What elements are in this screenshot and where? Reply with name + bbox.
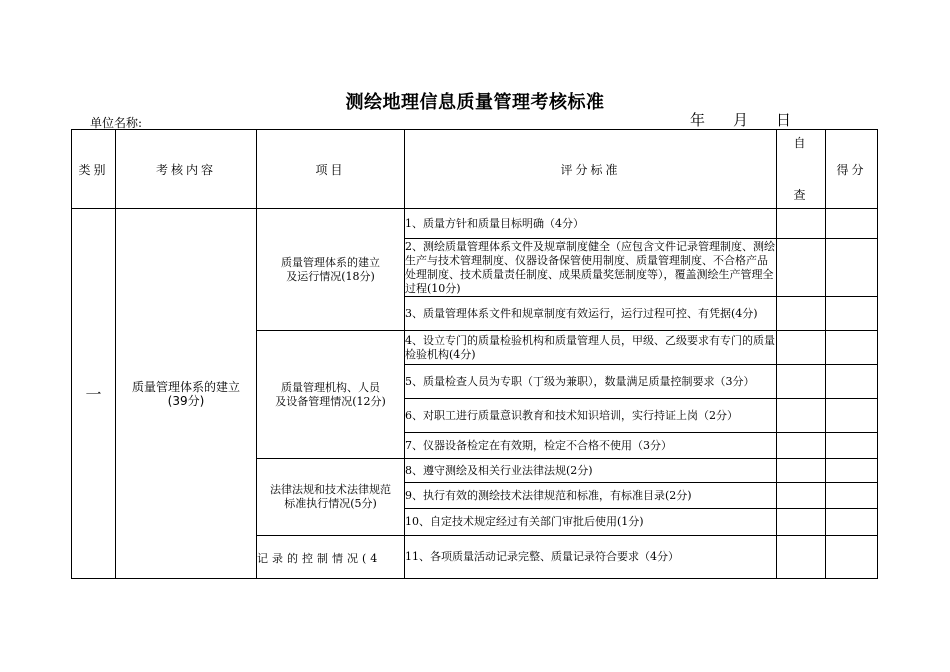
self-check-cell[interactable]: [777, 483, 826, 509]
content-cell: [116, 209, 257, 579]
self-check-cell[interactable]: [777, 209, 826, 239]
table-row: [72, 209, 878, 239]
criteria-cell: 6、对职工进行质量意识教育和技术知识培训，实行持证上岗（2分）: [405, 399, 777, 433]
criteria-cell: 4、设立专门的质量检验机构和质量管理人员，甲级、乙级要求有专门的质量检验机构(4分): [405, 331, 777, 365]
date-field: [690, 109, 793, 130]
item-line-1: 质量管理体系的建立: [281, 255, 380, 269]
score-cell[interactable]: [826, 297, 878, 331]
self-check-cell[interactable]: [777, 536, 826, 579]
self-check-cell[interactable]: [777, 509, 826, 536]
criteria-cell: 5、质量检查人员为专职（丁级为兼职），数量满足质量控制要求（3分）: [405, 365, 777, 399]
header-category: 类别: [72, 130, 116, 209]
criteria-cell: 2、测绘质量管理体系文件及规章制度健全（应包含文件记录管理制度、测绘生产与技术管理制度、仪器设备保管使用制度、质量管理制度、不合格产品处理制度、技术质量责任制度、成果质量奖惩制度等），覆盖测绘生产管理全过程(10分): [405, 239, 775, 295]
self-check-cell[interactable]: [777, 365, 826, 399]
item-line-2: 及设备管理情况(12分): [275, 394, 386, 408]
self-check-cell[interactable]: [777, 459, 826, 483]
header-self-check-top: 自: [793, 136, 809, 150]
item-line-1: 法律法规和技术法律规范: [270, 483, 391, 496]
self-check-cell[interactable]: [777, 239, 826, 297]
self-check-cell[interactable]: [777, 331, 826, 365]
score-cell[interactable]: [826, 399, 878, 433]
item-cell: [257, 459, 405, 536]
header-self-check-bottom: 查: [793, 188, 809, 202]
score-cell[interactable]: [826, 459, 878, 483]
item-line-2: 标准执行情况(5分): [284, 497, 377, 510]
criteria-cell: 10、自定技术规定经过有关部门审批后使用(1分): [405, 509, 777, 536]
page-title: 测绘地理信息质量管理考核标准: [345, 92, 605, 113]
item-cell: [257, 209, 405, 331]
item-cell: [257, 331, 405, 459]
header-score: 得分: [826, 130, 878, 209]
content-line-2: (39分): [167, 393, 205, 408]
table-header-row: [72, 130, 878, 209]
score-cell[interactable]: [826, 209, 878, 239]
date-day-label: 日: [776, 111, 794, 129]
item-line-1: 质量管理机构、人员: [281, 380, 380, 394]
criteria-cell: 7、仪器设备检定在有效期，检定不合格不使用（3分）: [405, 433, 777, 459]
score-cell[interactable]: [826, 509, 878, 536]
score-cell[interactable]: [826, 365, 878, 399]
date-month-label: 月: [733, 111, 751, 129]
criteria-cell: 9、执行有效的测绘技术法律规范和标准，有标准目录(2分): [405, 483, 777, 509]
category-cell: 一: [72, 209, 116, 579]
self-check-cell[interactable]: [777, 433, 826, 459]
date-year-label: 年: [690, 111, 708, 129]
unit-name-label: 单位名称:: [90, 116, 143, 130]
criteria-cell: 11、各项质量活动记录完整、质量记录符合要求（4分）: [405, 536, 777, 579]
self-check-cell[interactable]: [777, 297, 826, 331]
content-line-1: 质量管理体系的建立: [131, 379, 240, 394]
criteria-cell: 8、遵守测绘及相关行业法律法规(2分): [405, 459, 777, 483]
item-line-2: 及运行情况(18分): [286, 269, 375, 283]
score-cell[interactable]: [826, 239, 878, 297]
score-cell[interactable]: [826, 433, 878, 459]
item-cell: 记录的控制情况(4: [257, 536, 405, 579]
score-cell[interactable]: [826, 483, 878, 509]
score-cell[interactable]: [826, 331, 878, 365]
self-check-cell[interactable]: [777, 399, 826, 433]
score-cell[interactable]: [826, 536, 878, 579]
header-item: 项目: [257, 130, 405, 209]
criteria-cell: 3、质量管理体系文件和规章制度有效运行，运行过程可控、有凭据(4分): [405, 297, 777, 331]
header-self-check: [777, 130, 826, 209]
criteria-cell: 1、质量方针和质量目标明确（4分）: [405, 209, 777, 239]
assessment-table: [71, 129, 878, 579]
header-content: 考核内容: [116, 130, 257, 209]
header-criteria: 评分标准: [405, 130, 777, 209]
